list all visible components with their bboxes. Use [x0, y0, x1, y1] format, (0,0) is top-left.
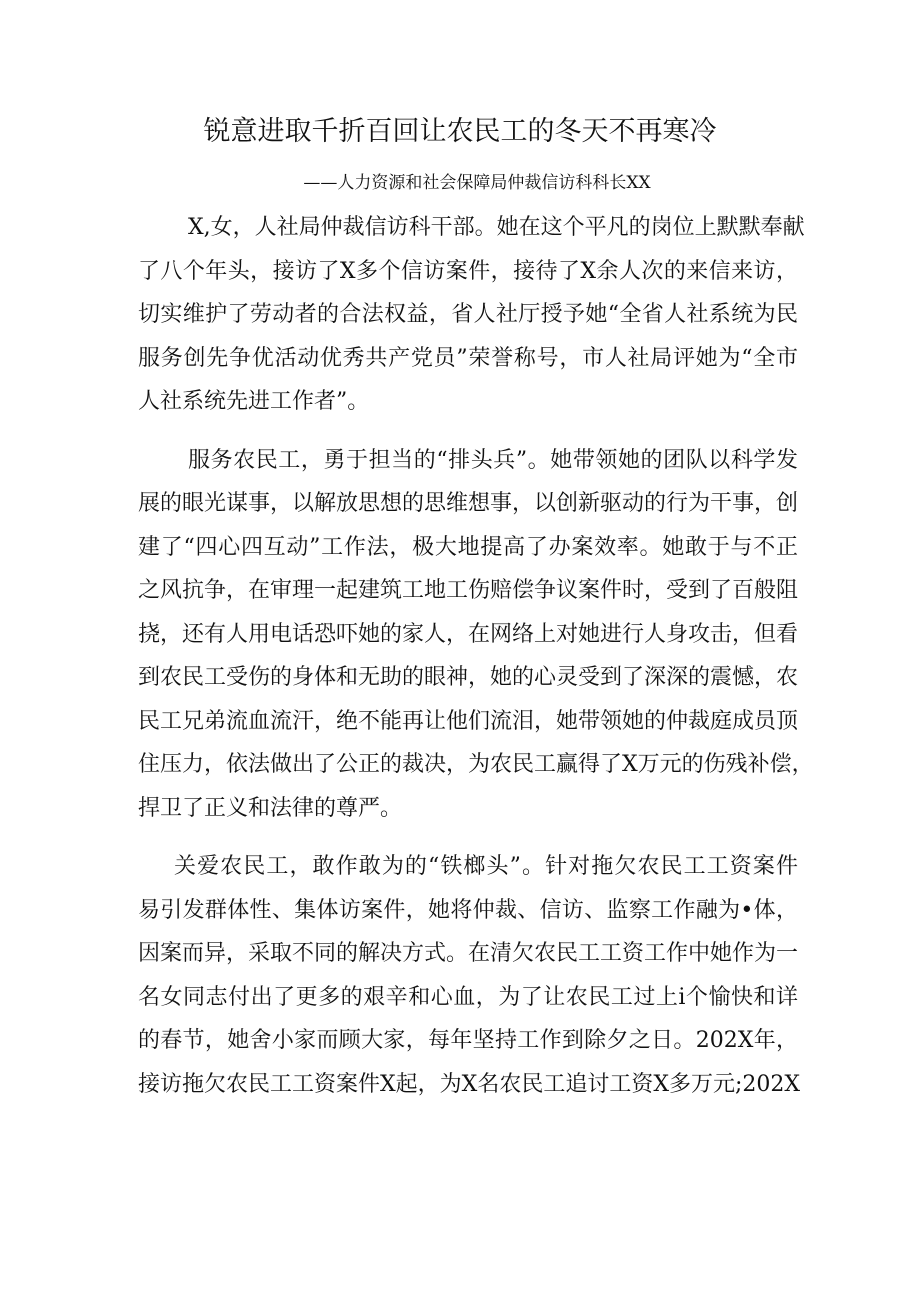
document-subtitle: ——人力资源和社会保障局仲裁信访科科长XX [303, 173, 651, 193]
text-line: X,女，人社局仲裁信访科干部。她在这个平凡的岗位上默默奉献 [188, 215, 805, 240]
text-line: 因案而异，采取不同的解决方式。在清欠农民工工资工作中她作为一 [138, 941, 799, 966]
text-line: 了八个年头，接访了X多个信访案件，接待了X余人次的来信来访， [138, 258, 798, 284]
paragraph-2 [138, 439, 814, 831]
text-line: 捍卫了正义和法律的尊严。 [138, 795, 403, 821]
text-line: 建了“四心四互动”工作法，极大地提高了办案效率。她敢于与不正 [138, 534, 798, 560]
text-line: 展的眼光谋事，以解放思想的思维想事，以创新驱动的行为干事，创 [138, 491, 799, 516]
paragraph-3 [138, 845, 801, 1106]
document-title: 锐意进取千折百回让农民工的冬天不再寒冷 [203, 116, 717, 147]
text-line: 服务创先争优活动优秀共产党员”荣誉称号，市人社局评她为“全市 [138, 345, 798, 371]
text-line: 挠，还有人用电话恐吓她的家人，在网络上对她进行人身攻击，但看 [138, 621, 799, 647]
text-line: 关爱农民工，敢作敢为的“铁榔头”。针对拖欠农民工工资案件 [174, 854, 798, 879]
text-line: 的春节，她舍小家而顾大家，每年坚持工作到除夕之日。202X年， [138, 1028, 798, 1053]
text-line: 服务农民工，勇于担当的“排头兵”。她带领她的团队以科学发 [188, 447, 798, 473]
text-line: 易引发群体性、集体访案件，她将仲裁、信访、监察工作融为•体， [138, 897, 798, 923]
text-line: 人社系统先进工作者”。 [138, 389, 370, 414]
text-line: 住压力，依法做出了公正的裁决，为农民工赢得了X万元的伤残补偿， [138, 752, 814, 777]
text-line: 民工兄弟流血流汗，绝不能再让他们流泪，她带领她的仲裁庭成员顶 [138, 708, 799, 734]
text-line: 切实维护了劳动者的合法权益，省人社厅授予她“全省人社系统为民 [138, 302, 798, 327]
text-line: 之风抗争，在审理一起建筑工地工伤赔偿争议案件时，受到了百般阻 [138, 578, 799, 603]
text-line: 到农民工受伤的身体和无助的眼神，她的心灵受到了深深的震憾，农 [138, 665, 799, 690]
paragraph-1 [138, 206, 805, 424]
text-line: 名女同志付出了更多的艰辛和心血，为了让农民工过上i个愉快和详 [138, 984, 798, 1010]
document-body [138, 206, 814, 1121]
text-line: 接访拖欠农民工工资案件X起，为X名农民工追讨工资X多万元;202X [138, 1071, 801, 1097]
